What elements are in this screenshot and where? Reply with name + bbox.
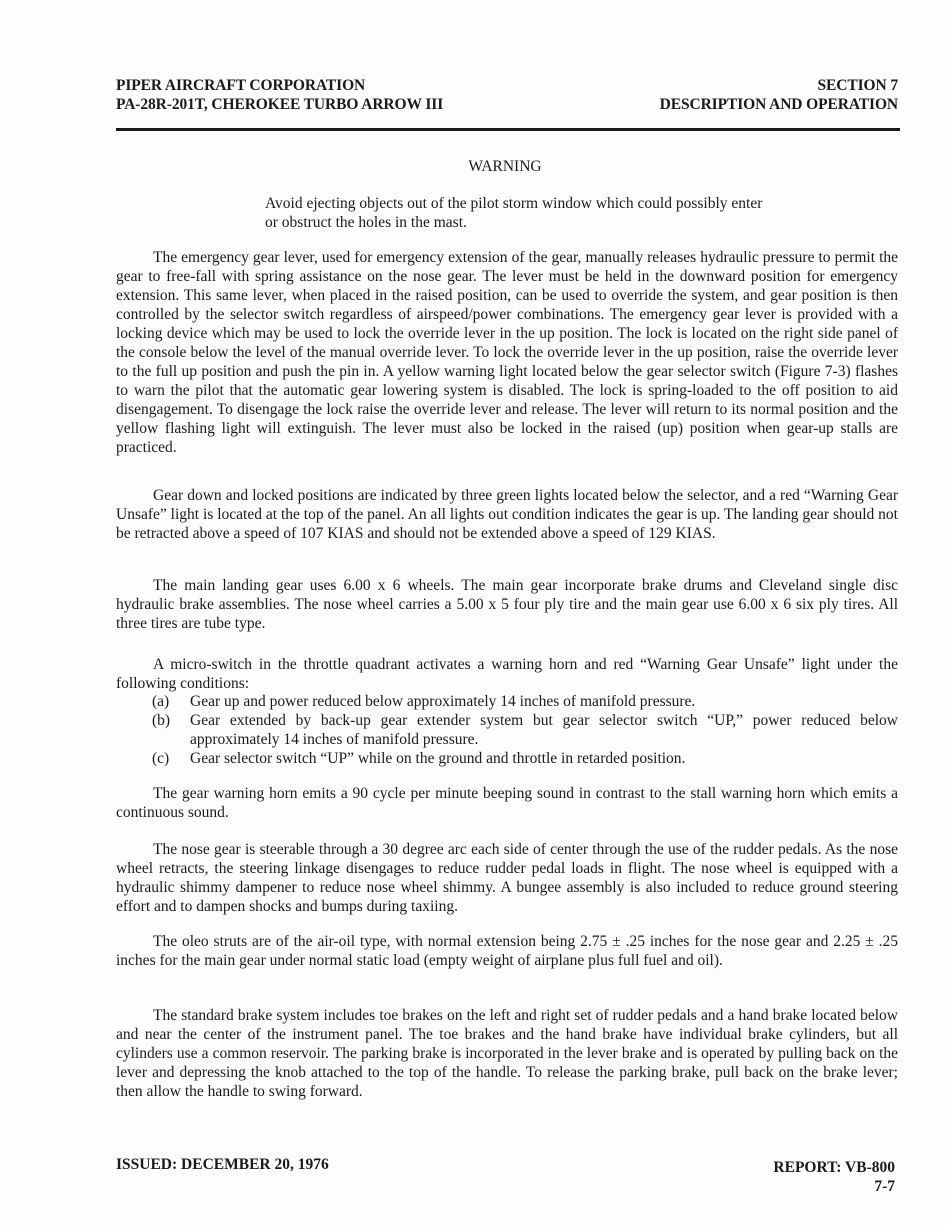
- header-left: [116, 76, 443, 114]
- footer-right: [773, 1158, 895, 1196]
- list-marker: (a): [152, 693, 170, 710]
- warning-text: Avoid ejecting objects out of the pilot storm window which could possibly enter or obstruct the holes in the mast.: [265, 195, 763, 231]
- paragraph-brake-system: The standard brake system includes toe brakes on the left and right set of rudder pedals and a hand brake located below and near the center of the instrument panel. The toe brakes and the hand brake have individual brake cylinders, but all cylinders use a common reservoir. The parking brake is incorporated in the lever brake and is operated by pulling back on the lever and depressing the knob attached to the top of the handle. To release the parking brake, pull back on the brake lever; then allow the handle to swing forward.: [116, 1007, 898, 1100]
- list-item: [152, 749, 898, 768]
- conditions-list: [152, 692, 898, 768]
- list-item-text: Gear selector switch “UP” while on the ground and throttle in retarded position.: [190, 750, 686, 767]
- paragraph-gear-indicators: Gear down and locked positions are indicated by three green lights located below the selector, and a red “Warning Gear Unsafe” light is located at the top of the panel. An all lights out condition indicates the gear is up. The landing gear should not be retracted above a speed of 107 KIAS and should not be extended above a speed of 129 KIAS.: [116, 487, 898, 542]
- list-item: [152, 692, 898, 711]
- report-number: REPORT: VB-800: [773, 1159, 895, 1176]
- list-item-text: Gear up and power reduced below approximately 14 inches of manifold pressure.: [190, 693, 696, 710]
- header-rule: [116, 128, 900, 131]
- paragraph-main-landing-gear: The main landing gear uses 6.00 x 6 wheels. The main gear incorporate brake drums and Cleveland single disc hydraulic brake assemblies. The nose wheel carries a 5.00 x 5 four ply tire and the main gear use 6.00 x 6 six ply tires. All three tires are tube type.: [116, 577, 898, 632]
- warning-title: WARNING: [468, 158, 542, 175]
- issued-date: ISSUED: DECEMBER 20, 1976: [116, 1156, 329, 1173]
- header-right: [660, 76, 898, 114]
- page-number: 7-7: [874, 1178, 895, 1195]
- company-name: PIPER AIRCRAFT CORPORATION: [116, 77, 366, 94]
- list-item: [152, 711, 898, 749]
- paragraph-emergency-gear-lever: The emergency gear lever, used for emergency extension of the gear, manually releases hydraulic pressure to permit the gear to free-fall with spring assistance on the nose gear. The lever must be held in the downward position for emergency extension. This same lever, when placed in the raised position, can be used to override the system, and gear position is then controlled by the selector switch regardless of airspeed/power combinations. The emergency gear lever is provided with a locking device which may be used to lock the override lever in the up position. The lock is located on the right side panel of the console below the level of the manual override lever. To lock the override lever in the up position, raise the override lever to the full up position and push the pin in. A yellow warning light located below the gear selector switch (Figure 7-3) flashes to warn the pilot that the automatic gear lowering system is disabled. The lock is spring-loaded to the off position to aid disengagement. To disengage the lock raise the override lever and release. The lever will return to its normal position and the yellow flashing light will extinguish. The lever must also be locked in the raised (up) position when gear-up stalls are practiced.: [116, 249, 898, 456]
- paragraph-oleo-struts: The oleo struts are of the air-oil type, with normal extension being 2.75 ± .25 inches for the nose gear and 2.25 ± .25 inches for the main gear under normal static load (empty weight of airplane plus full fuel and oil).: [116, 933, 898, 969]
- list-marker: (b): [152, 712, 171, 729]
- section-title: DESCRIPTION AND OPERATION: [659, 96, 898, 113]
- paragraph-warning-horn: The gear warning horn emits a 90 cycle per minute beeping sound in contrast to the stall warning horn which emits a continuous sound.: [116, 785, 898, 821]
- list-item-text: Gear extended by back-up gear extender system but gear selector switch “UP,” power reduced below approximately 14 inches of manifold pressure.: [190, 712, 898, 748]
- section-number: SECTION 7: [817, 77, 898, 94]
- aircraft-model: PA-28R-201T, CHEROKEE TURBO ARROW III: [116, 96, 444, 113]
- paragraph-nose-gear-steering: The nose gear is steerable through a 30 degree arc each side of center through the use of the rudder pedals. As the nose wheel retracts, the steering linkage disengages to reduce rudder pedal loads in flight. The nose wheel is equipped with a hydraulic shimmy dampener to reduce nose wheel shimmy. A bungee assembly is also included to reduce ground steering effort and to dampen shocks and bumps during taxiing.: [116, 841, 898, 915]
- list-marker: (c): [152, 750, 170, 767]
- paragraph-micro-switch: A micro-switch in the throttle quadrant activates a warning horn and red “Warning Gear Unsafe” light under the following conditions:: [116, 656, 898, 692]
